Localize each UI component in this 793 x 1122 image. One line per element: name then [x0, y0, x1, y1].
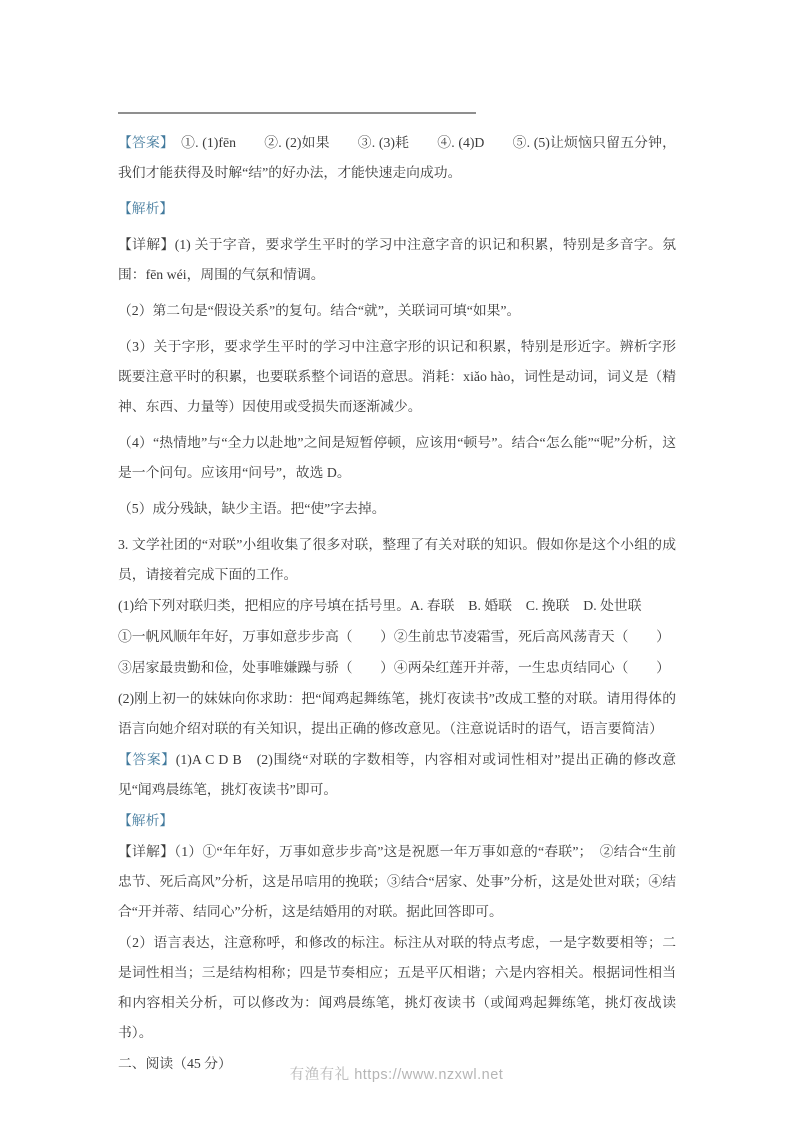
paragraph — [118, 684, 676, 744]
paragraph-text: (1)A C D B (2)围绕“对联的字数相等，内容相对或词性相对”提出正确的修改意见“闻鸡晨练笔，挑灯夜读书”即可。 — [118, 752, 676, 797]
paragraph-text: 3. 文学社团的“对联”小组收集了很多对联，整理了有关对联的知识。假如你是这个小组的成员，请接着完成下面的工作。 — [118, 537, 676, 582]
paragraph-text: (2)刚上初一的妹妹向你求助：把“闻鸡起舞练笔，挑灯夜读书”改成工整的对联。请用得体的语言向她介绍对联的有关知识，提出正确的修改意见。（注意说话时的语气，语言要简洁） — [118, 691, 676, 736]
paragraph — [118, 494, 676, 524]
paragraph — [118, 653, 676, 683]
answer-label: 【答案】 — [118, 752, 176, 767]
document-content — [118, 112, 676, 1080]
paragraph — [118, 806, 676, 836]
paragraph — [118, 230, 676, 290]
detail-label: 【详解】 — [118, 844, 175, 859]
paragraph — [118, 928, 676, 1048]
paragraph-text: （2）第二句是“假设关系”的复句。结合“就”，关联词可填“如果”。 — [118, 303, 521, 318]
paragraph — [118, 837, 676, 927]
answer-label: 【解析】 — [118, 201, 174, 216]
paragraph-text: (1)给下列对联归类，把相应的序号填在括号里。A. 春联 B. 婚联 C. 挽联 D. 处世联 — [118, 598, 642, 613]
paragraph-text: （4）“热情地”与“全力以赴地”之间是短暂停顿，应该用“顿号”。结合“怎么能”“呢”分析，这是一个问句。应该用“问号”，故选 D。 — [118, 435, 676, 480]
paragraph-text: ③居家最贵勤和俭，处事唯嫌躁与骄（ ）④两朵红莲开并蒂，一生忠贞结同心（ ） — [118, 660, 670, 675]
paragraph — [118, 332, 676, 422]
paragraph — [118, 194, 676, 224]
document-body — [118, 128, 676, 1079]
paragraph-text: 二、阅读（45 分） — [118, 1056, 232, 1071]
top-divider — [118, 112, 476, 114]
paragraph-text: （5）成分残缺，缺少主语。把“使”字去掉。 — [118, 501, 386, 516]
paragraph — [118, 428, 676, 488]
detail-label: 【详解】 — [118, 237, 175, 252]
paragraph-text: (1) 关于字音，要求学生平时的学习中注意字音的识记和积累，特别是多音字。氛围：fēn wéi，周围的气氛和情调。 — [118, 237, 676, 282]
paragraph-text: ①一帆风顺年年好，万事如意步步高（ ）②生前忠节凌霜雪，死后高风荡青天（ ） — [118, 629, 670, 644]
footer-watermark: 有渔有礼 https://www.nzxwl.net — [289, 1067, 504, 1083]
paragraph — [118, 745, 676, 805]
answer-label: 【答案】 — [118, 135, 168, 150]
paragraph — [118, 591, 676, 621]
paragraph-text: （3）关于字形，要求学生平时的学习中注意字形的识记和积累，特别是形近字。辨析字形既要注意平时的积累，也要联系整个词语的意思。消耗：xiǎo hào，词性是动词，词义是（精神、东西、力量等）因使用或受损失而逐渐减少。 — [118, 339, 676, 414]
paragraph-text: ①. (1)fēn ②. (2)如果 ③. (3)耗 ④. (4)D ⑤. (5)让烦恼只留五分钟，我们才能获得及时解“结”的好办法，才能快速走向成功。 — [118, 135, 676, 180]
answer-label: 【解析】 — [118, 813, 174, 828]
paragraph-text: （1）①“年年好，万事如意步步高”这是祝愿一年万事如意的“春联”； ②结合“生前忠节、死后高风”分析，这是吊唁用的挽联；③结合“居家、处事”分析，这是处世对联；④结合“开并蒂、结同心”分析，这是结婚用的对联。据此回答即可。 — [118, 844, 676, 919]
paragraph — [118, 128, 676, 188]
paragraph — [118, 622, 676, 652]
paragraph — [118, 530, 676, 590]
paragraph-text: （2）语言表达，注意称呼，和修改的标注。标注从对联的特点考虑，一是字数要相等；二是词性相当；三是结构相称；四是节奏相应；五是平仄相谐；六是内容相关。根据词性相当和内容相关分析，可以修改为：闻鸡晨练笔，挑灯夜读书（或闻鸡起舞练笔，挑灯夜战读书）。 — [118, 935, 676, 1040]
paragraph — [118, 296, 676, 326]
